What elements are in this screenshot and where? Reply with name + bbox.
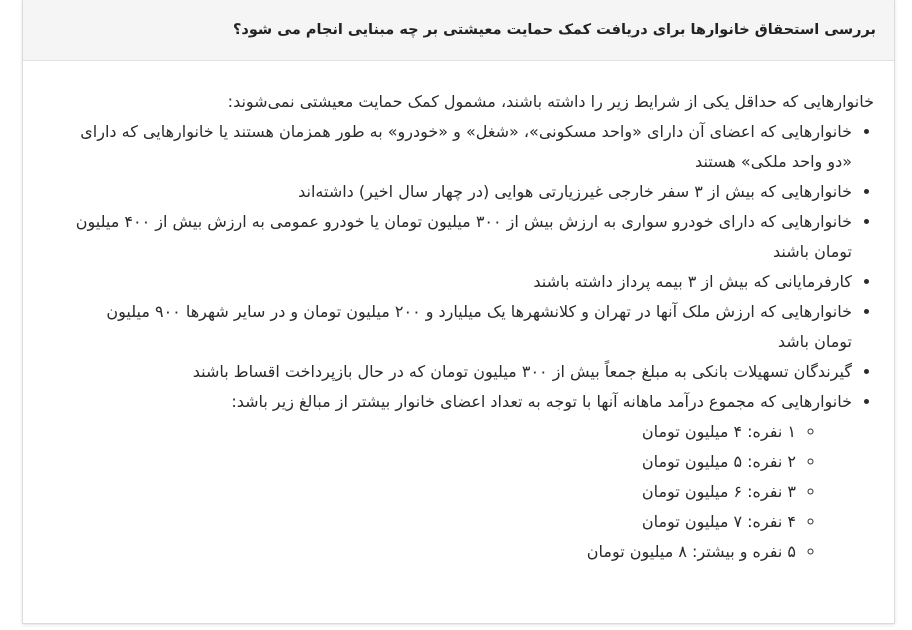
- faq-question-title: بررسی استحقاق خانوارها برای دریافت کمک حمایت معیشتی بر چه مبنایی انجام می شود؟: [232, 22, 876, 38]
- sub-list-item: ◦ ۴ نفره: ۷ میلیون تومان: [67, 507, 796, 537]
- list-item: • خانوارهایی که اعضای آن دارای «واحد مسکونی»، «شغل» و «خودرو» به طور همزمان هستند یا خانوارهایی که دارای «دو واحد ملکی» هستند: [67, 117, 852, 177]
- list-item: • گیرندگان تسهیلات بانکی به مبلغ جمعاً بیش از ۳۰۰ میلیون تومان که در حال بازپرداخت اقساط باشند: [67, 357, 852, 387]
- sub-list-item: ◦ ۱ نفره: ۴ میلیون تومان: [67, 417, 796, 447]
- list-item: • کارفرمایانی که بیش از ۳ بیمه پرداز داشته باشند: [67, 267, 852, 297]
- list-item: • خانوارهایی که ارزش ملک آنها در تهران و کلانشهرها یک میلیارد و ۲۰۰ میلیون تومان و در سایر شهرها ۹۰۰ میلیون تومان باشد: [67, 297, 852, 357]
- sub-list-item: ◦ ۲ نفره: ۵ میلیون تومان: [67, 447, 796, 477]
- list-item-income: [67, 387, 852, 567]
- list-item: • خانوارهایی که بیش از ۳ سفر خارجی غیرزیارتی هوایی (در چهار سال اخیر) داشته‌اند: [67, 177, 852, 207]
- sub-list-item: ◦ ۵ نفره و بیشتر: ۸ میلیون تومان: [67, 537, 796, 567]
- conditions-list: [67, 117, 874, 567]
- list-item: • خانوارهایی که دارای خودرو سواری به ارزش بیش از ۳۰۰ میلیون تومان یا خودرو عمومی به ارزش بیش از ۴۰۰ میلیون تومان باشند: [67, 207, 852, 267]
- answer-intro: خانوارهایی که حداقل یکی از شرایط زیر را داشته باشند، مشمول کمک حمایت معیشتی نمی‌شوند:: [227, 92, 874, 111]
- faq-answer-body: [23, 61, 894, 567]
- sub-list-item: ◦ ۳ نفره: ۶ میلیون تومان: [67, 477, 796, 507]
- income-thresholds-list: [67, 417, 852, 567]
- faq-card: [22, 0, 895, 624]
- faq-question-header[interactable]: [23, 0, 894, 61]
- income-condition-text: خانوارهایی که مجموع درآمد ماهانه آنها با توجه به تعداد اعضای خانوار بیشتر از مبالغ زیر باشد:: [231, 392, 852, 411]
